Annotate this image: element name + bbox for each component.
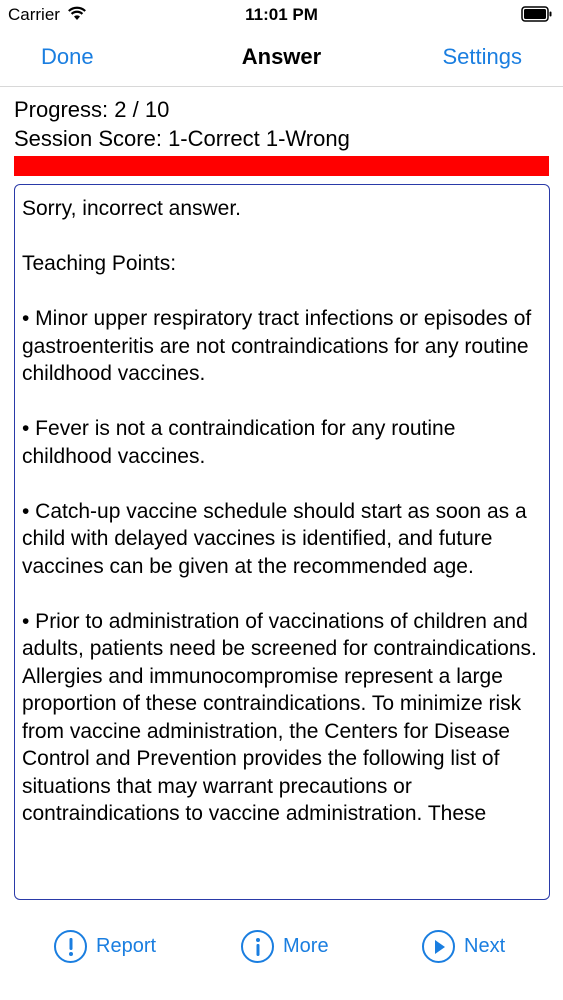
progress-bar-fill xyxy=(14,156,549,176)
status-time: 11:01 PM xyxy=(245,5,318,24)
teaching-point: • Fever is not a contraindication for any routine childhood vaccines. xyxy=(22,417,456,468)
done-button[interactable]: Done xyxy=(41,44,94,69)
next-label: Next xyxy=(464,935,506,957)
status-bar xyxy=(0,0,563,30)
more-button[interactable] xyxy=(241,930,329,963)
settings-button[interactable]: Settings xyxy=(442,44,522,69)
battery-icon xyxy=(521,6,553,27)
info-circle-icon xyxy=(241,930,274,963)
teaching-point: • Prior to administration of vaccinations of children and adults, patients need be screened for contraindications. Allergies and immunocompromise represent a large proportion of these contraindications. To minimize risk from vaccine administration, the Centers for Disease Control and Prevention provides the following list of situations that may warrant precautions or contraindications to vaccine administration. These xyxy=(22,609,537,825)
teaching-points-heading: Teaching Points: xyxy=(22,252,177,275)
session-info xyxy=(14,95,350,153)
answer-text-view[interactable] xyxy=(14,184,550,900)
progress-text: Progress: 2 / 10 xyxy=(14,97,170,122)
play-circle-icon xyxy=(422,930,455,963)
carrier-label: Carrier xyxy=(8,5,60,24)
report-label: Report xyxy=(96,935,157,957)
teaching-point: • Catch-up vaccine schedule should start as soon as a child with delayed vaccines is identified, and future vaccines can be given at the recommended age. xyxy=(22,499,527,578)
session-score-text: Session Score: 1-Correct 1-Wrong xyxy=(14,126,350,151)
answer-result: Sorry, incorrect answer. xyxy=(22,197,242,220)
teaching-point: • Minor upper respiratory tract infections or episodes of gastroenteritis are not contraindications for any routine childhood vaccines. xyxy=(22,307,532,385)
bottom-toolbar xyxy=(0,920,563,980)
exclamation-circle-icon xyxy=(54,930,87,963)
progress-bar xyxy=(14,156,549,176)
more-label: More xyxy=(283,935,329,957)
page-title: Answer xyxy=(241,44,322,69)
report-button[interactable] xyxy=(54,930,156,963)
navigation-bar xyxy=(0,30,563,87)
next-button[interactable] xyxy=(422,930,505,963)
